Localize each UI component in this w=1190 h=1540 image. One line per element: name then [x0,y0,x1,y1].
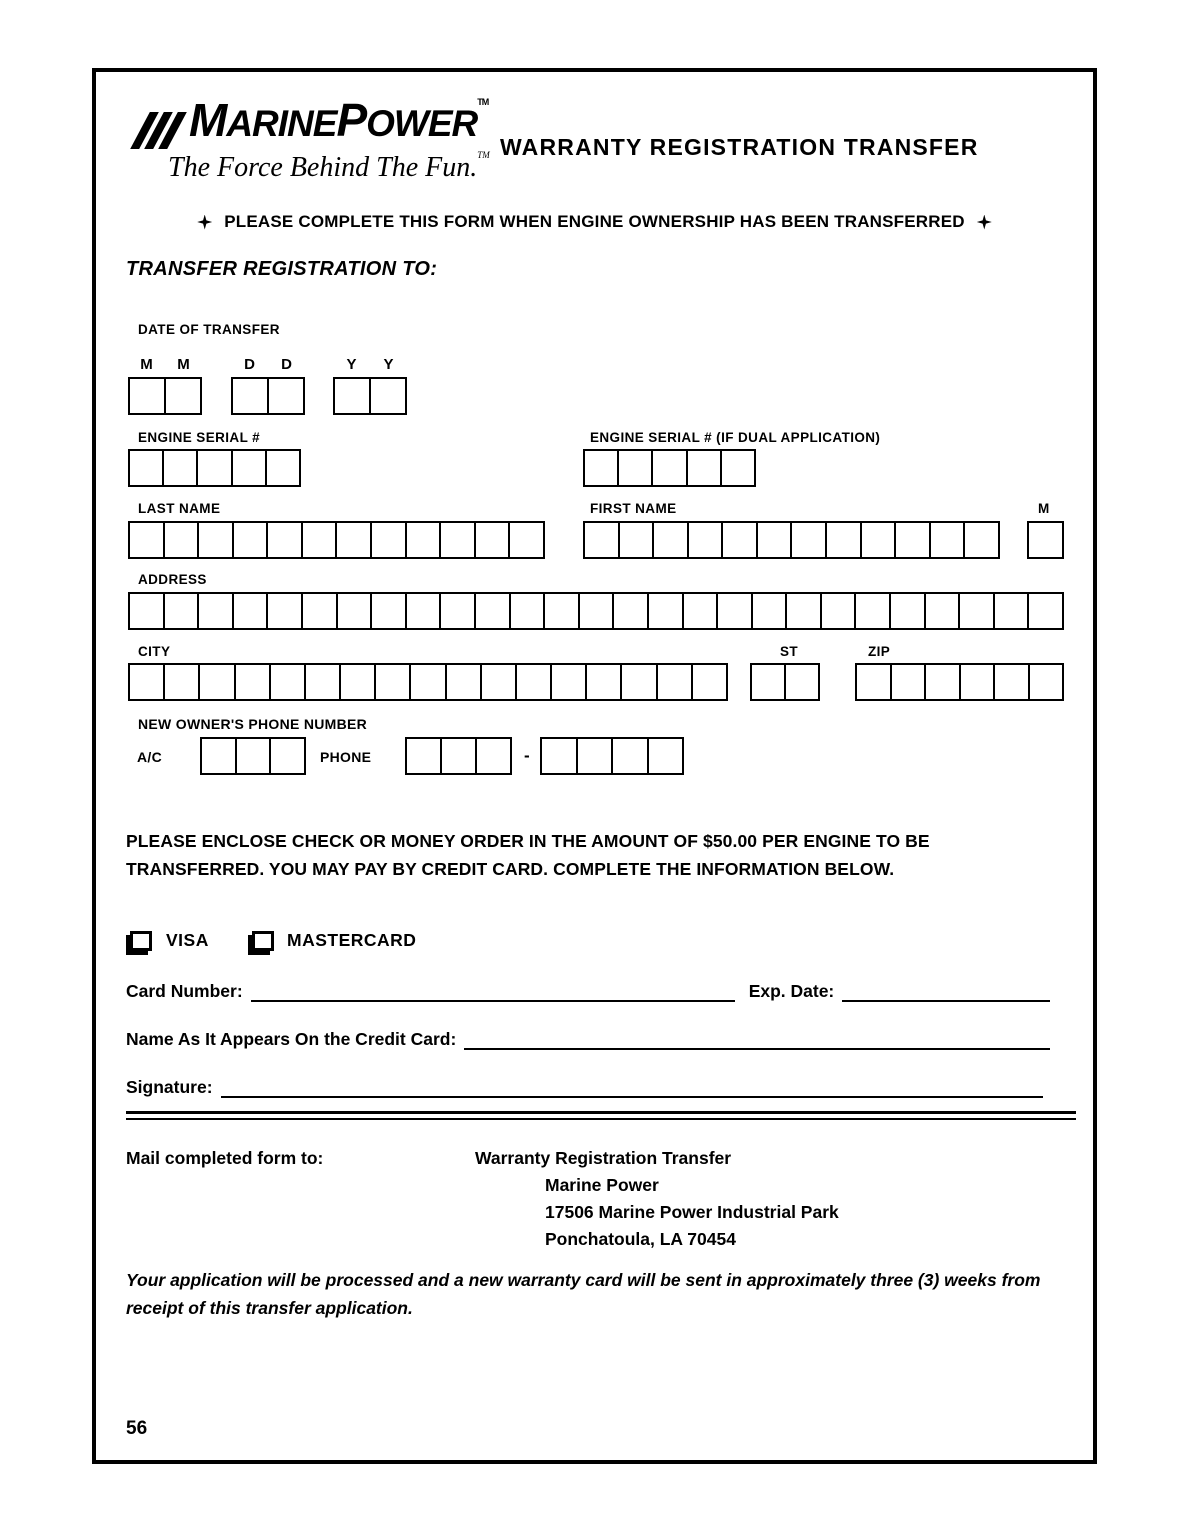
phone-label: PHONE [320,749,372,765]
input-cell[interactable] [611,737,649,775]
input-cell[interactable] [687,521,724,559]
engine-serial-dual-input-boxes [583,449,756,487]
input-cell[interactable] [269,663,306,701]
input-cell[interactable] [163,521,200,559]
input-cell[interactable] [232,592,269,630]
input-cell[interactable] [647,592,684,630]
input-cell[interactable] [164,377,202,415]
first-name-input-boxes [583,521,1000,559]
notice-text: PLEASE COMPLETE THIS FORM WHEN ENGINE OWNERSHIP HAS BEEN TRANSFERRED [224,212,965,231]
page-number: 56 [126,1418,148,1439]
input-cell[interactable] [751,592,788,630]
year-input-boxes [333,377,407,415]
input-cell[interactable] [405,592,442,630]
mastercard-label: MASTERCARD [287,930,417,950]
input-cell[interactable] [445,663,482,701]
input-cell[interactable] [924,663,961,701]
letter-label: M [140,356,153,373]
mail-address-line: Marine Power [545,1175,659,1195]
area-code-label: A/C [137,749,163,765]
middle-initial-input-box [1027,521,1064,559]
input-cell[interactable] [339,663,376,701]
input-cell[interactable] [721,521,758,559]
input-cell[interactable] [716,592,753,630]
page-title: WARRANTY REGISTRATION TRANSFER [500,134,979,160]
input-cell[interactable] [409,663,446,701]
input-cell[interactable] [756,521,793,559]
area-code-input-boxes [200,737,306,775]
letter-label: D [281,356,292,373]
input-cell[interactable] [583,449,619,487]
input-cell[interactable] [405,737,442,775]
exp-date-line[interactable] [842,978,1050,1002]
processing-note: Your application will be processed and a new warranty card will be sent in approximately three (3) weeks from receipt of this transfer application. [126,1270,1041,1318]
engine-serial-label: ENGINE SERIAL # [138,430,261,445]
input-cell[interactable] [197,592,234,630]
input-cell[interactable] [682,592,719,630]
phone-prefix-input-boxes [405,737,512,775]
input-cell[interactable] [266,521,303,559]
section-title: TRANSFER REGISTRATION TO: [126,258,438,280]
visa-label: VISA [166,930,209,950]
input-cell[interactable] [620,663,657,701]
input-cell[interactable] [440,737,477,775]
input-cell[interactable] [128,449,164,487]
input-cell[interactable] [959,663,996,701]
input-cell[interactable] [301,592,338,630]
input-cell[interactable] [576,737,614,775]
input-cell[interactable] [993,592,1030,630]
input-cell[interactable] [267,377,305,415]
input-cell[interactable] [720,449,756,487]
date-of-transfer-label: DATE OF TRANSFER [138,322,280,337]
input-cell[interactable] [1027,592,1064,630]
input-cell[interactable] [163,592,200,630]
input-cell[interactable] [128,377,166,415]
signature-row [126,1074,1043,1098]
input-cell[interactable] [439,592,476,630]
input-cell[interactable] [369,377,407,415]
input-cell[interactable] [304,663,341,701]
month-letters [128,356,202,373]
letter-label: M [177,356,190,373]
month-input-boxes [128,377,202,415]
input-cell[interactable] [405,521,442,559]
letter-label: D [244,356,255,373]
input-cell[interactable] [439,521,476,559]
city-label: CITY [138,644,171,659]
logo-slashes-icon [140,112,182,152]
phone-line-input-boxes [540,737,684,775]
address-input-boxes [128,592,1064,630]
input-cell[interactable] [515,663,552,701]
phone-separator: - [524,746,530,765]
letter-label: Y [346,356,357,373]
letter-label: Y [383,356,394,373]
input-cell[interactable] [790,521,827,559]
mail-to-label: Mail completed form to: [126,1148,324,1168]
input-cell[interactable] [374,663,411,701]
input-cell[interactable] [1028,663,1065,701]
input-cell[interactable] [963,521,1000,559]
input-cell[interactable] [656,663,693,701]
phone-number-label: NEW OWNER'S PHONE NUMBER [138,716,368,732]
input-cell[interactable] [652,521,689,559]
zip-label: ZIP [868,644,891,659]
input-cell[interactable] [691,663,728,701]
input-cell[interactable] [889,592,926,630]
input-cell[interactable] [784,663,820,701]
input-cell[interactable] [197,521,234,559]
payment-instructions: PLEASE ENCLOSE CHECK OR MONEY ORDER IN THE AMOUNT OF $50.00 PER ENGINE TO BE TRANSFERRED. YOU MAY PAY BY CREDIT CARD. COMPLETE THE INFORMATION BELOW. [126,831,930,879]
input-cell[interactable] [198,663,235,701]
section-divider [126,1111,1076,1120]
input-cell[interactable] [578,592,615,630]
engine-serial-input-boxes [128,449,301,487]
tagline-text: The Force Behind The Fun. [168,152,478,183]
input-cell[interactable] [750,663,786,701]
input-cell[interactable] [475,737,512,775]
marine-power-logo [140,94,490,184]
input-cell[interactable] [993,663,1030,701]
input-cell[interactable] [128,521,165,559]
zip-input-boxes [855,663,1064,701]
logo-brand-text [189,94,489,152]
input-cell[interactable] [480,663,517,701]
input-cell[interactable] [370,521,407,559]
name-on-card-line[interactable] [464,1026,1050,1050]
middle-initial-label: M [1038,501,1050,516]
card-number-row [126,978,1050,1002]
input-cell[interactable] [958,592,995,630]
name-on-card-row [126,1026,1050,1050]
visa-checkbox[interactable] [130,931,152,951]
input-cell[interactable] [585,663,622,701]
state-label: ST [780,644,799,659]
mail-address-line: 17506 Marine Power Industrial Park [545,1202,839,1222]
day-letters [231,356,305,373]
card-number-label: Card Number: [126,981,243,1001]
logo-letters: ARINE [226,103,337,144]
input-cell[interactable] [128,663,165,701]
diamond-icon [197,215,212,230]
input-cell[interactable] [686,449,722,487]
input-cell[interactable] [1027,521,1064,559]
engine-serial-dual-label: ENGINE SERIAL # (IF DUAL APPLICATION) [590,430,881,445]
exp-date-label: Exp. Date: [748,981,835,1001]
input-cell[interactable] [162,449,198,487]
input-cell[interactable] [266,592,303,630]
name-on-card-label: Name As It Appears On the Credit Card: [126,1029,457,1049]
input-cell[interactable] [269,737,306,775]
input-cell[interactable] [854,592,891,630]
trademark-symbol: TM [477,150,490,160]
address-label: ADDRESS [138,572,207,587]
input-cell[interactable] [618,521,655,559]
input-cell[interactable] [890,663,927,701]
input-cell[interactable] [196,449,232,487]
input-cell[interactable] [651,449,687,487]
input-cell[interactable] [333,377,371,415]
input-cell[interactable] [924,592,961,630]
notice-line [92,212,1097,232]
input-cell[interactable] [370,592,407,630]
input-cell[interactable] [301,521,338,559]
input-cell[interactable] [234,663,271,701]
state-input-boxes [750,663,820,701]
logo-letters: OWER [366,103,478,144]
year-letters [333,356,407,373]
input-cell[interactable] [543,592,580,630]
input-cell[interactable] [617,449,653,487]
input-cell[interactable] [820,592,857,630]
logo-tagline [168,152,490,184]
input-cell[interactable] [894,521,931,559]
input-cell[interactable] [231,377,269,415]
mastercard-checkbox[interactable] [252,931,274,951]
input-cell[interactable] [929,521,966,559]
mail-address-line: Ponchatoula, LA 70454 [545,1229,736,1249]
logo-letter: P [336,94,367,146]
signature-line[interactable] [221,1074,1043,1098]
input-cell[interactable] [128,592,165,630]
input-cell[interactable] [163,663,200,701]
input-cell[interactable] [335,521,372,559]
input-cell[interactable] [200,737,237,775]
day-input-boxes [231,377,305,415]
input-cell[interactable] [265,449,301,487]
input-cell[interactable] [336,592,373,630]
last-name-label: LAST NAME [138,501,221,516]
input-cell[interactable] [860,521,897,559]
input-cell[interactable] [231,449,267,487]
input-cell[interactable] [235,737,272,775]
last-name-input-boxes [128,521,545,559]
input-cell[interactable] [508,521,545,559]
input-cell[interactable] [583,521,620,559]
diamond-icon [977,215,992,230]
input-cell[interactable] [509,592,546,630]
mail-address-line: Warranty Registration Transfer [475,1148,732,1168]
input-cell[interactable] [232,521,269,559]
input-cell[interactable] [540,737,578,775]
input-cell[interactable] [785,592,822,630]
input-cell[interactable] [647,737,685,775]
card-number-line[interactable] [251,978,735,1002]
first-name-label: FIRST NAME [590,501,677,516]
city-input-boxes [128,663,728,701]
signature-label: Signature: [126,1077,213,1097]
trademark-symbol: TM [477,97,489,107]
logo-letter: M [189,94,227,146]
input-cell[interactable] [474,521,511,559]
input-cell[interactable] [825,521,862,559]
input-cell[interactable] [474,592,511,630]
input-cell[interactable] [612,592,649,630]
input-cell[interactable] [855,663,892,701]
input-cell[interactable] [550,663,587,701]
